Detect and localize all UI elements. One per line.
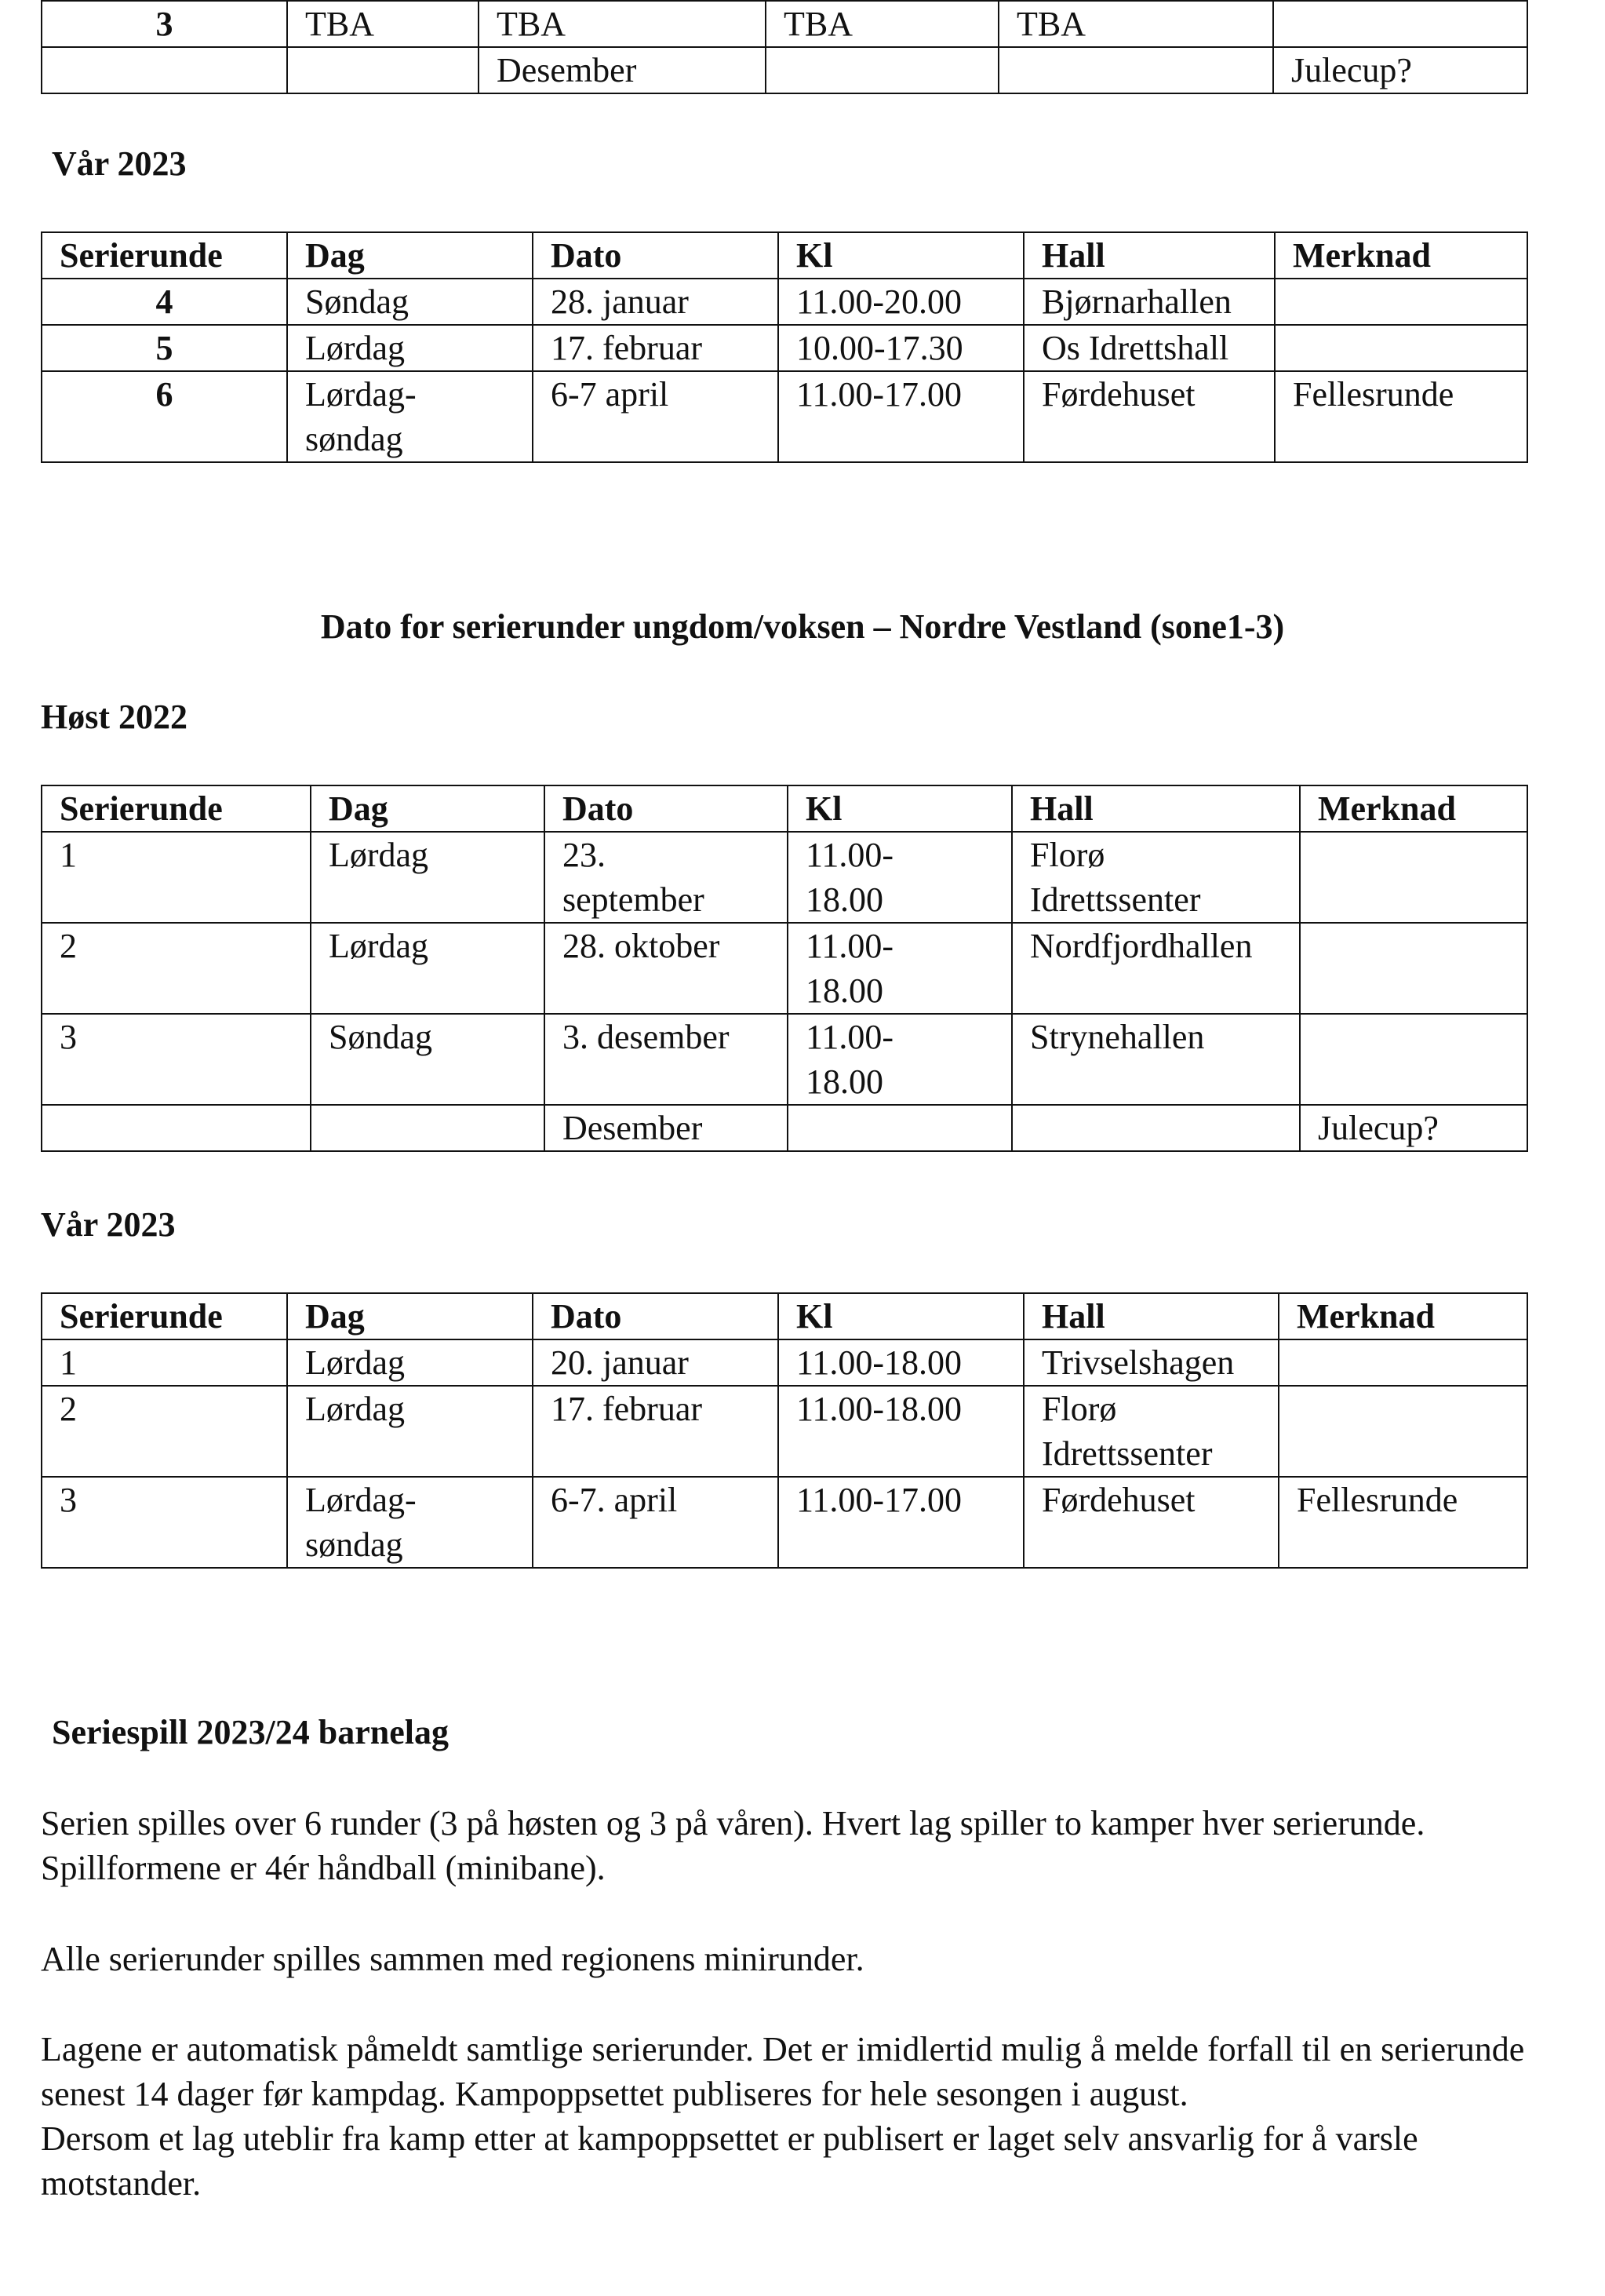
table-cell <box>1275 279 1527 325</box>
table-cell: 11.00-20.00 <box>778 279 1024 325</box>
table-cell: 11.00- 18.00 <box>788 1014 1012 1105</box>
column-header: Dag <box>287 232 533 279</box>
table-header-row <box>42 785 1527 832</box>
table-cell <box>1275 325 1527 371</box>
table-row <box>42 1 1527 47</box>
table-cell: Strynehallen <box>1012 1014 1300 1105</box>
table-cell: TBA <box>287 1 479 47</box>
table-cell <box>1012 1105 1300 1151</box>
seriespill-paragraph-1: Serien spilles over 6 runder (3 på høsten og 3 på våren). Hvert lag spiller to kamper hver serierunde. Spillformene er 4ér håndball (minibane). <box>41 1804 1425 1887</box>
table-cell: 2 <box>42 923 311 1014</box>
column-header: Serierunde <box>42 785 311 832</box>
host2022-schedule-table <box>41 785 1528 1152</box>
table-cell: Desember <box>544 1105 788 1151</box>
table-cell: Florø Idrettssenter <box>1012 832 1300 923</box>
table-row <box>42 371 1527 462</box>
table-cell: 17. februar <box>533 1386 778 1477</box>
column-header: Merknad <box>1279 1293 1527 1339</box>
table-cell: 1 <box>42 832 311 923</box>
table-cell <box>766 47 999 93</box>
var2023-b-heading: Vår 2023 <box>41 1205 176 1244</box>
table-cell: Søndag <box>311 1014 544 1105</box>
table-cell: 10.00-17.30 <box>778 325 1024 371</box>
table-row <box>42 1105 1527 1151</box>
table-cell: Lørdag <box>287 1386 533 1477</box>
table-cell <box>1300 1014 1527 1105</box>
column-header: Dato <box>533 232 778 279</box>
table-cell: 6-7 april <box>533 371 778 462</box>
table-cell: 11.00- 18.00 <box>788 832 1012 923</box>
column-header: Merknad <box>1275 232 1527 279</box>
table-cell: Bjørnarhallen <box>1024 279 1275 325</box>
table-cell: Fellesrunde <box>1279 1477 1527 1568</box>
column-header: Serierunde <box>42 232 287 279</box>
table-cell: Lørdag <box>287 1339 533 1386</box>
column-header: Hall <box>1024 232 1275 279</box>
table-header-row <box>42 232 1527 279</box>
table-row <box>42 923 1527 1014</box>
var2023-b-schedule-table <box>41 1292 1528 1569</box>
table-cell: 20. januar <box>533 1339 778 1386</box>
table-cell: 3 <box>42 1 287 47</box>
table-cell: 11.00-18.00 <box>778 1386 1024 1477</box>
table-cell <box>1279 1386 1527 1477</box>
table-cell: 3. desember <box>544 1014 788 1105</box>
table-cell: 28. oktober <box>544 923 788 1014</box>
table-cell <box>42 47 287 93</box>
column-header: Hall <box>1012 785 1300 832</box>
table-cell: Julecup? <box>1273 47 1527 93</box>
table-cell: Lørdag <box>287 325 533 371</box>
column-header: Dag <box>311 785 544 832</box>
table-row <box>42 1339 1527 1386</box>
table-cell: 4 <box>42 279 287 325</box>
host2022-heading: Høst 2022 <box>41 698 187 736</box>
table-cell: Søndag <box>287 279 533 325</box>
column-header: Merknad <box>1300 785 1527 832</box>
table-cell <box>999 47 1273 93</box>
table-cell <box>1300 832 1527 923</box>
table-row <box>42 325 1527 371</box>
table-cell <box>287 47 479 93</box>
table-cell: Fellesrunde <box>1275 371 1527 462</box>
table-cell: Lørdag- søndag <box>287 371 533 462</box>
table-cell: 3 <box>42 1477 287 1568</box>
table-cell: Førdehuset <box>1024 1477 1279 1568</box>
seriespill-paragraph-2: Alle serierunder spilles sammen med regionens minirunder. <box>41 1940 864 1978</box>
table-cell: TBA <box>766 1 999 47</box>
table-cell <box>1273 1 1527 47</box>
column-header: Dag <box>287 1293 533 1339</box>
table-cell: Julecup? <box>1300 1105 1527 1151</box>
table-cell: 11.00-18.00 <box>778 1339 1024 1386</box>
table-cell: 28. januar <box>533 279 778 325</box>
table-cell: Desember <box>479 47 766 93</box>
table-row <box>42 279 1527 325</box>
var2023-heading: Vår 2023 <box>52 144 187 183</box>
table-cell <box>1300 923 1527 1014</box>
column-header: Serierunde <box>42 1293 287 1339</box>
table-cell: 3 <box>42 1014 311 1105</box>
table-cell <box>788 1105 1012 1151</box>
table-cell: 23. september <box>544 832 788 923</box>
table-cell <box>1279 1339 1527 1386</box>
table-cell: 17. februar <box>533 325 778 371</box>
table-cell: TBA <box>479 1 766 47</box>
table-cell: Lørdag- søndag <box>287 1477 533 1568</box>
section-title: Dato for serierunder ungdom/voksen – Nordre Vestland (sone1-3) <box>320 607 1285 646</box>
top-schedule-table <box>41 0 1528 94</box>
table-cell: Lørdag <box>311 832 544 923</box>
seriespill-paragraph-3: Lagene er automatisk påmeldt samtlige serierunder. Det er imidlertid mulig å melde forfall til en serierunde senest 14 dager før kampdag. Kampoppsettet publiseres for hele sesongen i august. Dersom et lag uteblir fra kamp etter at kampoppsettet er publisert er laget selv ansvarlig for å varsle motstander. <box>41 2030 1525 2203</box>
table-cell: 2 <box>42 1386 287 1477</box>
table-cell: Lørdag <box>311 923 544 1014</box>
table-row <box>42 832 1527 923</box>
table-row <box>42 1014 1527 1105</box>
table-cell <box>311 1105 544 1151</box>
table-cell: Trivselshagen <box>1024 1339 1279 1386</box>
var2023-schedule-table <box>41 231 1528 463</box>
seriespill-heading: Seriespill 2023/24 barnelag <box>52 1713 449 1751</box>
table-cell: 11.00- 18.00 <box>788 923 1012 1014</box>
column-header: Dato <box>533 1293 778 1339</box>
table-cell: Nordfjordhallen <box>1012 923 1300 1014</box>
table-row <box>42 1386 1527 1477</box>
table-cell: Florø Idrettssenter <box>1024 1386 1279 1477</box>
table-cell: 11.00-17.00 <box>778 1477 1024 1568</box>
table-row <box>42 1477 1527 1568</box>
column-header: Hall <box>1024 1293 1279 1339</box>
table-cell: Os Idrettshall <box>1024 325 1275 371</box>
column-header: Kl <box>788 785 1012 832</box>
table-cell: TBA <box>999 1 1273 47</box>
table-cell: Førdehuset <box>1024 371 1275 462</box>
column-header: Dato <box>544 785 788 832</box>
table-cell: 11.00-17.00 <box>778 371 1024 462</box>
table-cell: 6-7. april <box>533 1477 778 1568</box>
table-header-row <box>42 1293 1527 1339</box>
column-header: Kl <box>778 232 1024 279</box>
table-cell: 6 <box>42 371 287 462</box>
table-row <box>42 47 1527 93</box>
table-cell <box>42 1105 311 1151</box>
column-header: Kl <box>778 1293 1024 1339</box>
table-cell: 1 <box>42 1339 287 1386</box>
table-cell: 5 <box>42 325 287 371</box>
